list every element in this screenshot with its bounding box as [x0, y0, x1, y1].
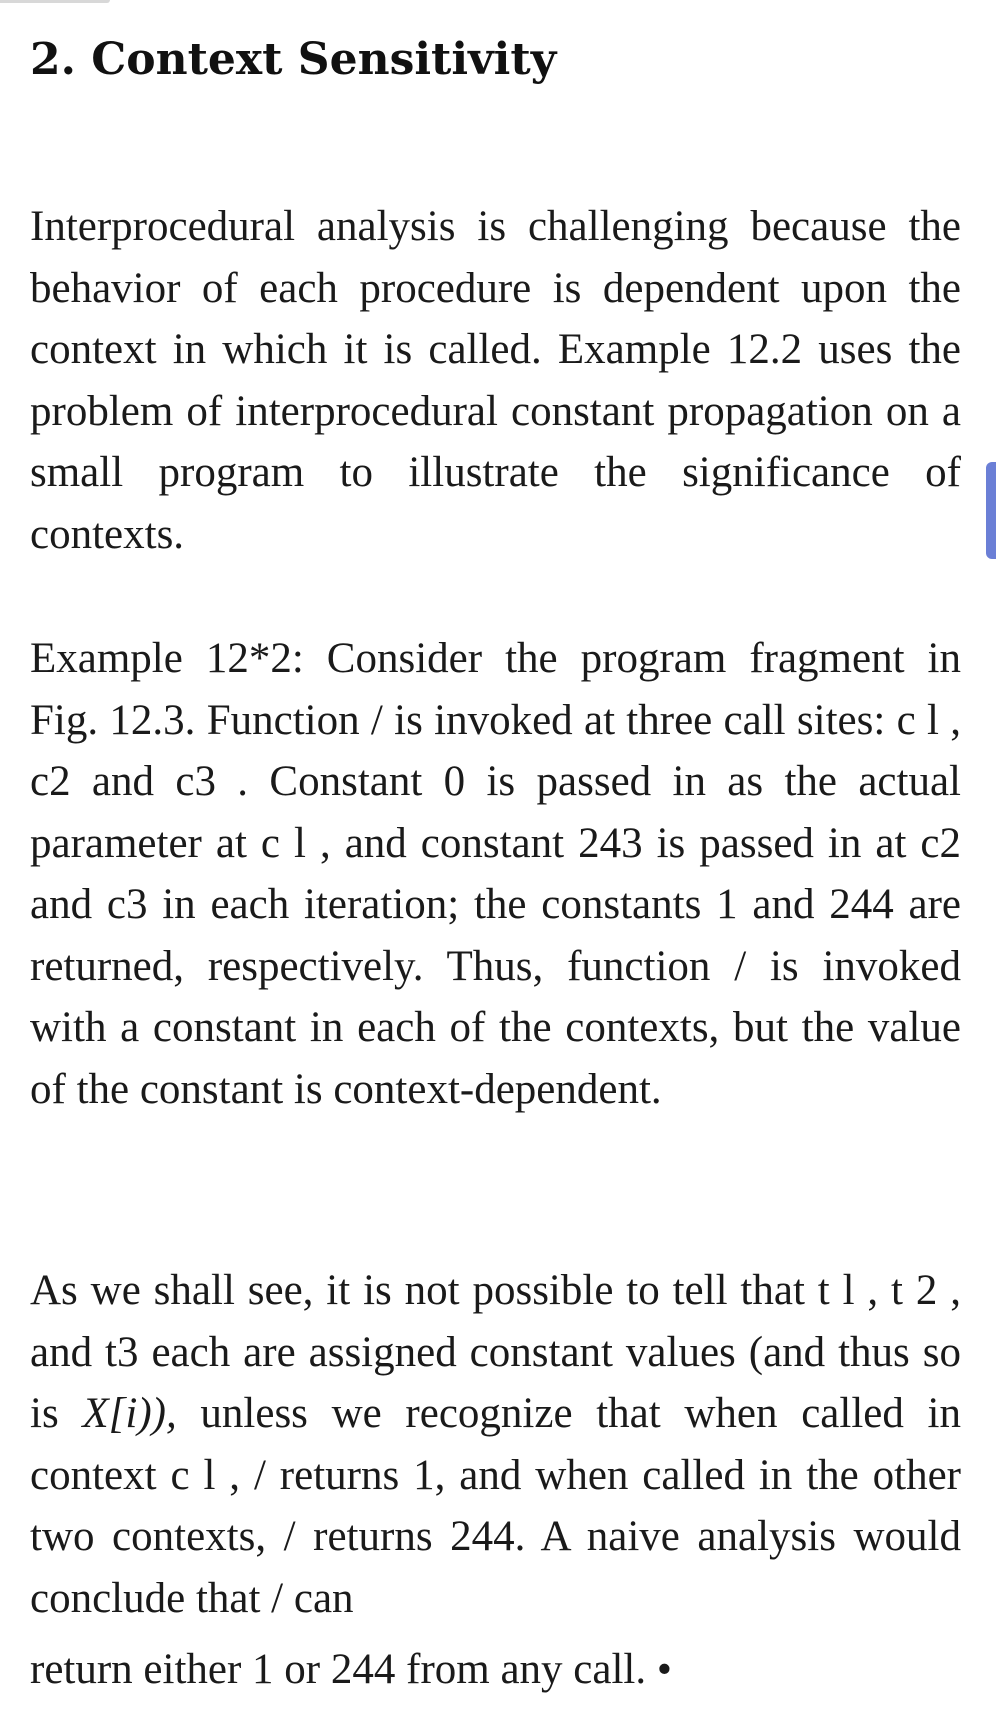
discussion-last-line: return either 1 or 244 from any call. • — [30, 1646, 672, 1693]
discussion-text-2: unless we recognize that when called in context c l , / returns 1, and when called in the other two contexts, / returns 244. A naive analysis would conclude that / can — [30, 1390, 961, 1622]
section-title: 2. Context Sensitivity — [30, 34, 557, 85]
discussion-italic-term: X[i)), — [82, 1390, 177, 1437]
top-edge-fragment — [0, 0, 110, 3]
paragraph-discussion — [30, 1260, 961, 1701]
side-scroll-tab[interactable] — [986, 462, 996, 559]
paragraph-example: Example 12*2: Consider the program fragment in Fig. 12.3. Function / is invoked at three call sites: c l , c2 and c3 . Constant 0 is passed in as the actual parameter at c l , and constant 243 is passed in at c2 and c3 in each iteration; the constants 1 and 244 are returned, respectively. Thus, function / is invoked with a constant in each of the contexts, but the value of the constant is context-dependent. — [30, 635, 961, 1113]
paragraph-intro: Interprocedural analysis is challenging because the behavior of each procedure is dependent upon the context in which it is called. Example 12.2 uses the problem of interprocedural constant propagation on a small program to illustrate the significance of contexts. — [30, 203, 961, 558]
discussion-text-1: As we shall see, it is not possible to tell that t l , t 2 , and t3 each are assigned constant values (and thus so is — [30, 1267, 961, 1437]
